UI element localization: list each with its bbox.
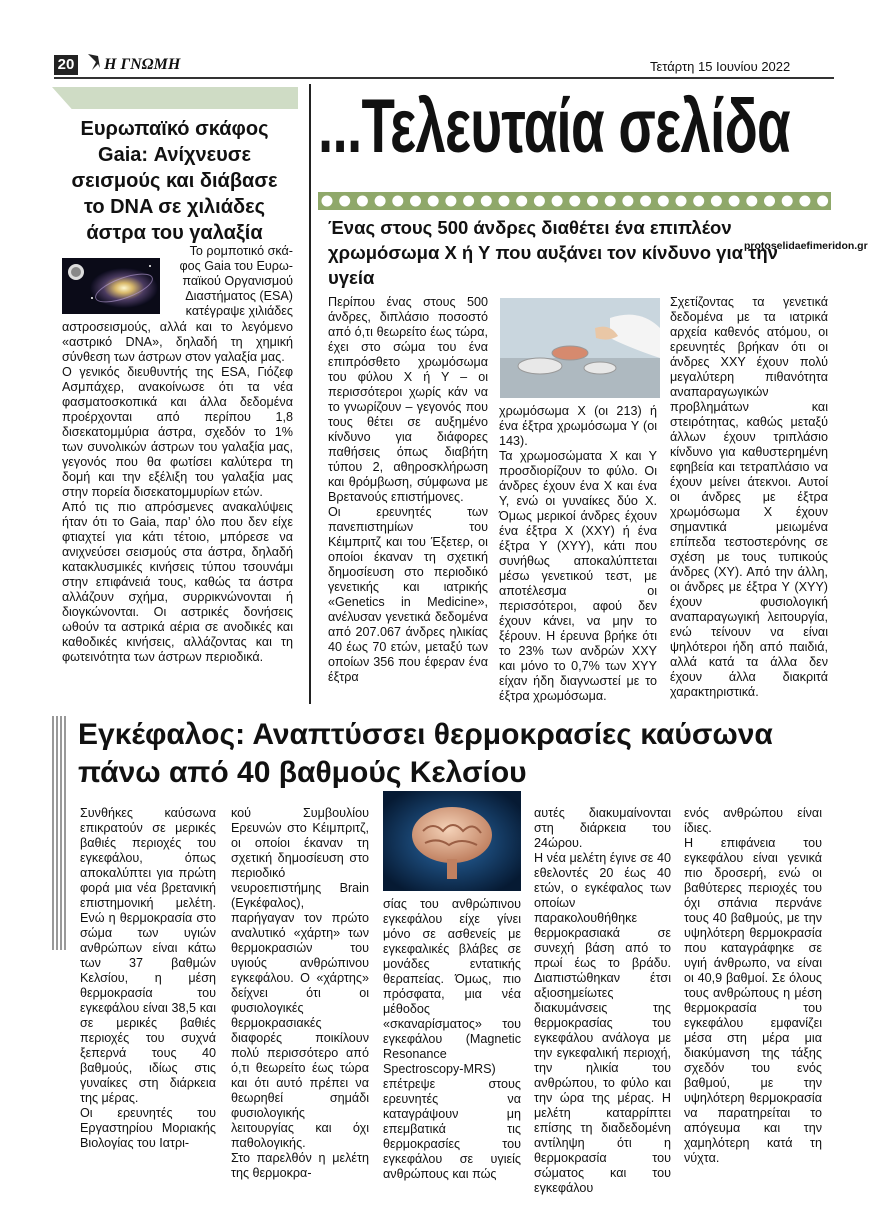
gaia-intro-line: Διαστήματος (ESA) [185,289,293,303]
chromosome-paragraph: Οι ερευνητές των πανεπιστημίων του Κέιμπριτζ και του Έξετερ, οι οποίοι έκαναν τη σχετική δημοσίευση στο περιοδικό γενετικής και ιατρικής «Genetics in Medicine», ανέλυσαν γενετικά δεδομένα από 207.067 άνδρες ηλικίας 40 έως 70 ετών, μεταξύ των οποίων 356 που έφεραν ένα έξτρα [328,505,488,684]
gaia-intro-line: κατέγραψε χιλιάδες [185,304,293,318]
decorative-dot [764,196,775,207]
brain-paragraph: Οι ερευνητές του Εργαστηρίου Μοριακής Βιολογίας του Ιατρι- [80,1106,216,1150]
gaia-intro-line: παϊκού Οργανισμού [182,274,293,288]
brain-paragraph: κού Συμβουλίου Ερευνών στο Κέιμπριτζ, οι οποίοι έκαναν τη σχετική δημοσίευση στο περιοδικό νευροεπιστήμης Brain (Εγκέφαλος), παρήγαγαν τον πρώτο αναλυτικό «χάρτη» των θερμοκρασιών του υγιούς ανθρώπινου εγκεφάλου. Ο «χάρτης» δείχνει ότι οι φυσιολογικές θερμοκρασιακές διαφορές ποικίλουν πολύ περισσότερο από ό,τι θεωρείτο έως τώρα και ότι αυτό πρέπει να θεωρηθεί σημάδι φυσιολογικής λειτουργίας και όχι παθολογικής. [231,806,369,1150]
brain-image [383,791,521,891]
decorative-dot [569,196,580,207]
decorative-dot [463,196,474,207]
decorative-dot [605,196,616,207]
decorative-dot [711,196,722,207]
lab-photo-image [500,298,660,398]
chromosome-headline: Ένας στους 500 άνδρες διαθέτει ένα επιπλέον χρωμόσωμα Χ ή Υ που αυξάνει τον κίνδυνο για την υγεία [328,217,778,288]
page-banner: ...Τελευταία σελίδα [318,84,790,169]
chromosome-paragraph: Περίπου ένας στους 500 άνδρες, διπλάσιο ποσοστό από ό,τι θεωρείτο έως τώρα, έχει στο σώμα του ένα επιπρόσθετο χρωμόσωμα του φύλου Χ ή Υ – οι περισσότεροι χωρίς κάν να το γνωρίζουν – γεγονός που τους θέτει σε αυξημένο κίνδυνο για διάφορες παθήσεις όπως διαβήτη τύπου 2, αθηροσκλήρωση και θρόμβωση, σύμφωνα με Βρετανούς επιστήμονες. [328,295,488,504]
decorative-dot [782,196,793,207]
chromosome-paragraph: χρωμόσωμα Χ (οι 213) ή ένα έξτρα χρωμόσωμα Υ (οι 143). [499,404,657,448]
brain-paragraph: σίας του ανθρώπινου εγκεφάλου είχε γίνει μόνο σε ασθενείς με εγκεφαλικές βλάβες σε μονάδες εντατικής θεραπείας. Όμως, πιο πρόσφατα, μια νέα μέθοδος «σκαναρίσματος» του εγκεφάλου (Magnetic Resonance Spectroscopy-MRS) επέτρεψε στους ερευνητές να καταγράψουν μη επεμβατικά τις θερμοκρασίες του εγκεφάλου σε υγιείς ανθρώπους και πώς [383,897,521,1181]
bird-logo-icon [86,52,102,72]
galaxy-image [62,258,160,314]
decorative-dot [516,196,527,207]
brain-paragraph: Στο παρελθόν η μελέτη της θερμοκρα- [231,1151,369,1180]
decorative-dot [410,196,421,207]
brain-paragraph: Η επιφάνεια του εγκεφάλου είναι γενικά πιο δροσερή, ενώ οι βαθύτερες περιοχές του όχι σπάνια περνάνε τους 40 βαθμούς, με την υψηλότερη θερμοκρασία που καταγράφηκε σε υγιή άνθρωπο, να είναι οι 40,9 βαθμοί. Σε όλους τους ανθρώπους η μέση θερμοκρασία του εγκεφάλου εμφανίζει μέσα στη μέρα μια διακύμανση της τάξης σχεδόν του ενός βαθμού, με την υψηλότερη θερμοκρασία να παρατηρείται το απόγευμα και την χαμηλότερη κατά τη νύχτα. [684,836,822,1165]
brain-headline: Εγκέφαλος: Αναπτύσσει θερμοκρασίες καύσωνα πάνω από 40 βαθμούς Κελσίου [78,718,773,789]
brain-paragraph: αυτές διακυμαίνονται στη διάρκεια του 24ώρου. [534,806,671,850]
page-number: 20 [54,55,78,75]
decorative-dot [375,196,386,207]
hatched-bar [52,716,66,950]
dotted-bar [318,192,831,210]
decorative-dot [799,196,810,207]
decorative-dot [817,196,828,207]
decorative-dot [587,196,598,207]
decorative-dot [622,196,633,207]
decorative-dot [640,196,651,207]
decorative-dot [322,196,333,207]
gaia-intro-line: Το ρομποτικό σκά- [189,244,293,258]
decorative-dot [746,196,757,207]
column-separator [309,84,311,704]
decorative-dot [392,196,403,207]
brain-paragraph: Η νέα μελέτη έγινε σε 40 εθελοντές 20 έως 40 ετών, ο εγκέφαλος των οποίων παρακολουθήθηκε θερμοκρασιακά σε συνεχή βάση από το πρωί έως το βράδυ. Διαπιστώθηκαν έτσι αξιοσημείωτες διακυμάνσεις της θερμοκρασίας του εγκεφάλου ανάλογα με την εγκεφαλική περιοχή, την ηλικία του ανθρώπου, το φύλο και την ώρα της μέρας. Η μελέτη καταρρίπτει επίσης τη διαδεδομένη αντίληψη ότι η θερμοκρασία του σώματος και του εγκεφάλου [534,851,671,1195]
decorative-dot [428,196,439,207]
decorative-dot [499,196,510,207]
decorative-dot [729,196,740,207]
decorative-dot [676,196,687,207]
decorative-dot [481,196,492,207]
decorative-dot [445,196,456,207]
header-rule [54,77,834,79]
brain-paragraph: ενός ανθρώπου είναι ίδιες. [684,806,822,835]
decorative-dot [693,196,704,207]
chromosome-paragraph: Σχετίζοντας τα γενετικά δεδομένα με τα ιατρικά αρχεία καθενός ατόμου, οι ερευνητές βρήκαν ότι οι άνδρες ΧΧΥ έχουν πολύ μεγαλύτερη πιθανότητα αναπαραγωγικών προβλημάτων και στειρότητας, καθώς μεταξύ άλλων έχουν τριπλάσιο κίνδυνο για καθυστερημένη εφηβεία και τετραπλάσιο να έχουν μείνει άτεκνοι. Αυτοί οι άνδρες με έξτρα χρωμόσωμα Χ έχουν σημαντικά μειωμένα επίπεδα τεστοστερόνης σε σχέση με τους τυπικούς άνδρες (ΧΥ). Από την άλλη, οι άνδρες με έξτρα Υ (ΧΥΥ) έχουν φυσιολογική αναπαραγωγική λειτουργία, ενώ τείνουν να είναι ψηλότεροι ήδη από παιδιά, αλλά κατά τα άλλα δεν έχουν άλλα διακριτά χαρακτηριστικά. [670,295,828,699]
watermark: protoselidaefimeridon.gr [744,240,868,252]
decorative-dot [552,196,563,207]
chromosome-paragraph: Τα χρωμοσώματα Χ και Υ προσδιορίζουν το φύλο. Οι άνδρες έχουν ένα Χ και ένα Υ, ενώ οι γυναίκες δύο Χ. Όμως μερικοί άνδρες έχουν ένα έξτρα Χ (ΧΧΥ) ή ένα έξτρα Υ (ΧΥΥ), κάτι που συνήθως αποκαλύπτεται μέσω γενετικού τεστ, με αποτέλεσμα οι περισσότεροι, αφού δεν έχουν κάνει, να μην το ξέρουν. Η έρευνα βρήκε ότι το 23% των ανδρών ΧΧΥ και μόνο το 0,7% των ΧΥΥ είχαν ήδη διαγνωστεί με το έξτρα χρωμόσωμα. [499,449,657,703]
issue-date: Τετάρτη 15 Ιουνίου 2022 [650,59,791,74]
decorative-dot [534,196,545,207]
gaia-paragraph: αστροσεισμούς, αλλά και το λεγόμενο «αστρικό DNA», δηλαδή τη χημική σύνθεση των άστρων στον γαλαξία μας. [62,320,293,364]
gaia-intro-line: φος Gaia του Ευρω- [179,259,293,273]
decorative-dot [658,196,669,207]
decorative-dot [357,196,368,207]
gaia-paragraph: Ο γενικός διευθυντής της ESA, Γιόζεφ Ασμπάχερ, ανακοίνωσε ότι τα νέα φασματοσκοπικά και άλλα δεδομένα προέρχονται από περίπου 1,8 δισεκατομμύρια άστρα, σχεδόν το 1% των συνολικών άστρων του γαλαξία μας, γεγονός που θα φωτίσει καλύτερα τη δομή και την εξέλιξη του γαλαξία μας στην πορεία δισεκατομμυρίων ετών. [62,365,293,499]
section-bar [52,87,298,109]
gaia-headline: Ευρωπαϊκό σκάφος Gaia: Ανίχνευσε σεισμούς και διάβασε το DNA σε χιλιάδες άστρα του γαλαξία [71,118,278,244]
newspaper-logo: Η ΓΝΩΜΗ [104,56,181,73]
brain-paragraph: Συνθήκες καύσωνα επικρατούν σε μερικές βαθιές περιοχές του εγκεφάλου, όπως αποκαλύπτει για πρώτη φορά μια νέα βρετανική επιστημονική μελέτη. Ενώ η θερμοκρασία στο σώμα των υγιών ανθρώπων είναι κάτω των 37 βαθμών Κελσίου, η μέση θερμοκρασία του εγκεφάλου είναι 38,5 και σε μερικές βαθιές περιοχές του συχνά ξεπερνά τους 40 βαθμούς, ιδίως στις γυναίκες στη διάρκεια της μέρας. [80,806,216,1105]
gaia-paragraph: Από τις πιο απρόσμενες ανακαλύψεις ήταν ότι το Gaia, παρ’ όλο που δεν είχε φτιαχτεί για κάτι τέτοιο, μπόρεσε να ανιχνεύσει σεισμούς στα άστρα, δηλαδή κατακλυσμικές κινήσεις τύπου τσουνάμι στην επιφάνειά τους, καθώς τα άστρα αλλάζουν σχήμα, συρρικνώνονται ή διογκώνονται. Οι αστρικές δονήσεις ωθούν τα αστρικά αέρια σε ανοδικές και καθοδικές κινήσεις, αλλάζοντας και τη φωτεινότητα των άστρων περιοδικά. [62,500,293,664]
decorative-dot [339,196,350,207]
